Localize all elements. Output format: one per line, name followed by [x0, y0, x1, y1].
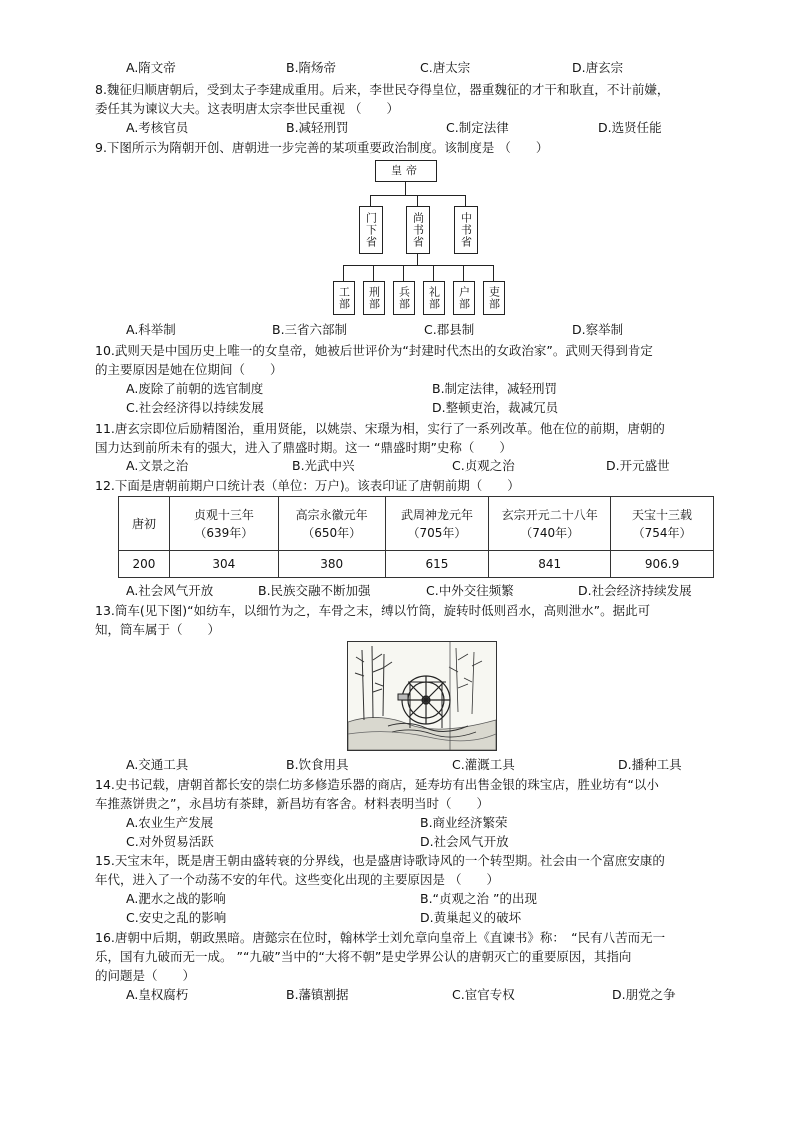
q13-option-b: B.饮食用具	[286, 757, 349, 772]
org-chart-gongbu: 工部	[333, 281, 355, 315]
q7-option-c: C.唐太宗	[420, 60, 471, 75]
q16-option-d: D.朋党之争	[612, 987, 676, 1002]
table-header-cell: 唐初	[119, 497, 170, 551]
q7-option-b: B.隋炀帝	[286, 60, 337, 75]
org-chart-menxia: 门下省	[359, 206, 383, 254]
q13-option-c: C.灌溉工具	[452, 757, 515, 772]
org-chart-libu-rites: 礼部	[423, 281, 445, 315]
q14-text-line2: 车推蒸饼贵之”，永昌坊有茶肆，新昌坊有客舍。材料表明当时（ ）	[95, 796, 489, 811]
org-chart-libu-personnel: 吏部	[483, 281, 505, 315]
q10-option-c: C.社会经济得以持续发展	[126, 400, 264, 415]
q13-text-line1: 13.筒车(见下图)“如纺车，以细竹为之，车骨之末，缚以竹筒，旋转时低则舀水，高则泄水”。据此可	[95, 603, 651, 618]
q12-option-d: D.社会经济持续发展	[578, 583, 692, 598]
q9-text-line1: 9.下图所示为隋朝开创、唐朝进一步完善的某项重要政治制度。该制度是 （ ）	[95, 140, 549, 155]
q11-option-c: C.贞观之治	[452, 458, 515, 473]
q11-option-b: B.光武中兴	[292, 458, 355, 473]
q16-option-a: A.皇权腐朽	[126, 987, 189, 1002]
q13-text-line2: 知，筒车属于（ ）	[95, 622, 221, 637]
table-header-row	[119, 497, 714, 551]
table-cell: 615	[385, 551, 489, 578]
q14-option-a: A.农业生产发展	[126, 815, 214, 830]
q13-option-d: D.播种工具	[618, 757, 682, 772]
table-cell: 380	[278, 551, 385, 578]
q15-text-line2: 年代，进入了一个动荡不安的年代。这些变化出现的主要原因是 （ ）	[95, 872, 499, 887]
table-header-cell: 武周神龙元年 （705年）	[385, 497, 489, 551]
q9-option-c: C.郡县制	[424, 322, 475, 337]
q7-option-d: D.唐玄宗	[572, 60, 624, 75]
q8-option-c: C.制定法律	[446, 120, 509, 135]
q8-option-d: D.选贤任能	[598, 120, 662, 135]
q10-text-line2: 的主要原因是她在位期间（ ）	[95, 362, 283, 377]
q10-option-d: D.整顿吏治，裁减冗员	[432, 400, 559, 415]
q9-option-b: B.三省六部制	[272, 322, 348, 337]
table-cell: 200	[119, 551, 170, 578]
q7-option-a: A.隋文帝	[126, 60, 176, 75]
q15-option-a: A.淝水之战的影响	[126, 891, 226, 906]
q8-option-a: A.考核官员	[126, 120, 189, 135]
q16-option-c: C.宦官专权	[452, 987, 515, 1002]
table-header-cell: 天宝十三载 （754年）	[611, 497, 714, 551]
table-header-cell: 贞观十三年 （639年）	[169, 497, 278, 551]
q9-option-a: A.科举制	[126, 322, 176, 337]
q16-text-line2: 乐，国有九破而无一成。 ”“九破”当中的“大将不朝”是史学界公认的唐朝灭亡的重要原因，其指向	[95, 949, 632, 964]
table-cell: 841	[489, 551, 611, 578]
q11-option-a: A.文景之治	[126, 458, 189, 473]
q8-text-line2: 委任其为谏议大夫。这表明唐太宗李世民重视 （ ）	[95, 101, 399, 116]
q10-option-a: A.废除了前朝的选官制度	[126, 381, 264, 396]
q10-option-b: B.制定法律，减轻刑罚	[432, 381, 558, 396]
q8-text-line1: 8.魏征归顺唐朝后，受到太子李建成重用。后来，李世民夺得皇位，器重魏征的才干和耿直，不计前嫌，	[95, 82, 670, 97]
q14-option-b: B.商业经济繁荣	[420, 815, 508, 830]
org-chart-xingbu: 刑部	[363, 281, 385, 315]
water-wheel-illustration	[347, 641, 497, 751]
table-cell: 906.9	[611, 551, 714, 578]
q12-option-b: B.民族交融不断加强	[258, 583, 371, 598]
q14-text-line1: 14.史书记载，唐朝首都长安的崇仁坊多修造乐器的商店，延寿坊有出售金银的珠宝店，胜业坊有“以小	[95, 777, 659, 792]
q12-option-a: A.社会风气开放	[126, 583, 214, 598]
org-chart-bingbu: 兵部	[393, 281, 415, 315]
q13-option-a: A.交通工具	[126, 757, 189, 772]
q11-text-line1: 11.唐玄宗即位后励精图治，重用贤能，以姚崇、宋璟为相，实行了一系列改革。他在位的前期，唐朝的	[95, 421, 665, 436]
q16-text-line1: 16.唐朝中后期，朝政黑暗。唐懿宗在位时，翰林学士刘允章向皇帝上《直谏书》称： “民有八苦而无一	[95, 930, 666, 945]
org-chart-shangshu: 尚书省	[406, 206, 430, 254]
q16-option-b: B.藩镇割据	[286, 987, 349, 1002]
q12-text-line1: 12.下面是唐朝前期户口统计表（单位：万户)。该表印证了唐朝前期（ ）	[95, 478, 520, 493]
q11-option-d: D.开元盛世	[606, 458, 670, 473]
household-table	[118, 496, 714, 578]
q12-option-c: C.中外交往频繁	[426, 583, 514, 598]
table-header-cell: 高宗永徽元年 （650年）	[278, 497, 385, 551]
org-chart-hubu: 户部	[453, 281, 475, 315]
q15-option-b: B.“贞观之治 ”的出现	[420, 891, 537, 906]
q16-text-line3: 的问题是（ ）	[95, 968, 196, 983]
org-chart-emperor: 皇帝	[375, 160, 437, 182]
q10-text-line1: 10.武则天是中国历史上唯一的女皇帝，她被后世评价为“封建时代杰出的女政治家”。武则天得到肯定	[95, 343, 653, 358]
q15-text-line1: 15.天宝末年，既是唐王朝由盛转衰的分界线，也是盛唐诗歌诗风的一个转型期。社会由一个富庶安康的	[95, 853, 665, 868]
q11-text-line2: 国力达到前所未有的强大，进入了鼎盛时期。这一 “鼎盛时期”史称（ ）	[95, 440, 512, 455]
table-row	[119, 551, 714, 578]
q14-option-c: C.对外贸易活跃	[126, 834, 214, 849]
q15-option-d: D.黄巢起义的破坏	[420, 910, 522, 925]
org-chart-zhongshu: 中书省	[454, 206, 478, 254]
table-cell: 304	[169, 551, 278, 578]
q8-option-b: B.减轻刑罚	[286, 120, 349, 135]
q14-option-d: D.社会风气开放	[420, 834, 509, 849]
table-header-cell: 玄宗开元二十八年 （740年）	[489, 497, 611, 551]
q9-option-d: D.察举制	[572, 322, 624, 337]
q15-option-c: C.安史之乱的影响	[126, 910, 227, 925]
